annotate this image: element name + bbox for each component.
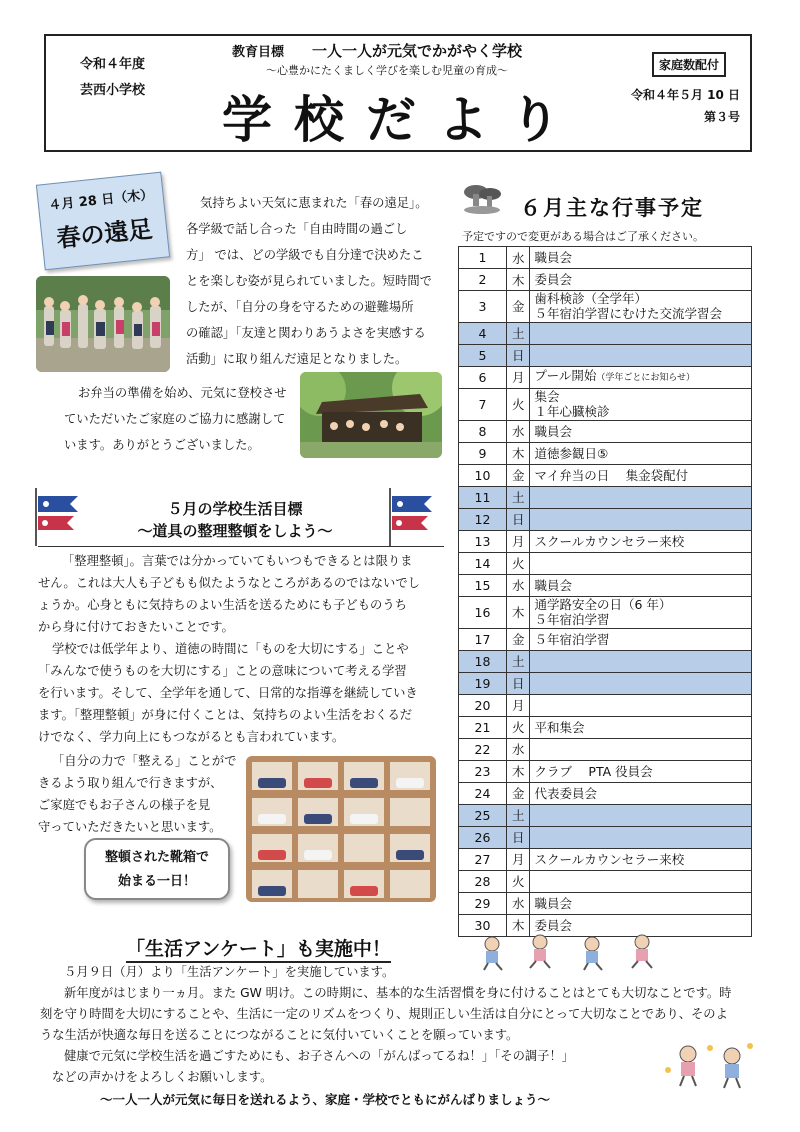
event-row	[459, 388, 752, 420]
event-weekday: 月	[506, 694, 529, 716]
event-row	[459, 247, 752, 269]
event-weekday: 木	[506, 596, 529, 628]
school-name: 芸西小学校	[80, 83, 146, 98]
event-description	[530, 596, 752, 628]
event-row	[459, 694, 752, 716]
excursion-line: 活動」に取り組んだ遠足となりました。	[186, 352, 408, 366]
excursion-line: 気持ちよい天気に恵まれた「春の遠足」。	[200, 196, 428, 210]
event-text: ５年宿泊学習	[534, 631, 610, 647]
life-goal-line: から身に付けておきたいことです。	[38, 620, 234, 634]
event-description	[530, 388, 752, 420]
event-description	[530, 628, 752, 650]
event-row	[459, 870, 752, 892]
event-weekday: 木	[506, 914, 529, 936]
event-description	[530, 848, 752, 870]
carp-streamer-left-icon	[30, 486, 86, 552]
event-row	[459, 464, 752, 486]
event-text: スクールカウンセラー来校	[534, 533, 685, 549]
event-row	[459, 366, 752, 388]
survey-title: 「生活アンケート」も実施中！	[126, 934, 391, 963]
event-description	[530, 530, 752, 552]
carp-streamer-right-icon	[384, 486, 440, 552]
fiscal-year: 令和４年度	[80, 57, 146, 72]
thanks-line: お弁当の準備を始め、元気に登校させ	[78, 386, 287, 400]
life-goal-line: 「整理整頓」。言葉では分かっていてもいつもできるとは限りま	[62, 554, 413, 568]
life-goal-goal: ～道具の整理整頓をしよう～	[137, 522, 333, 540]
event-weekday: 木	[506, 269, 529, 291]
event-description	[530, 247, 752, 269]
life-goal-divider	[38, 546, 444, 547]
event-weekday: 月	[506, 366, 529, 388]
header-right	[600, 84, 740, 128]
issue-date: 令和４年５月 10 日	[630, 88, 740, 102]
life-goal-line: きるよう取り組んで行きますが、	[38, 776, 223, 790]
excursion-line: 方」 では、どの学級でも自分達で決めたこ	[186, 248, 424, 262]
event-row	[459, 291, 752, 323]
excursion-line: とを楽しむ姿が見られていました。短時間で	[186, 274, 432, 288]
event-description	[530, 486, 752, 508]
event-row	[459, 596, 752, 628]
event-row	[459, 420, 752, 442]
events-table	[458, 246, 752, 937]
event-day: 30	[459, 914, 507, 936]
event-description	[530, 870, 752, 892]
goal-subtitle: ～心豊かにたくましく学びを楽しむ児童の育成～	[266, 64, 508, 77]
life-goal-header	[90, 498, 380, 542]
life-goal-line: を行います。そして、全学年を通して、日常的な指導を継続していき	[38, 686, 418, 700]
event-description	[530, 738, 752, 760]
survey-text	[40, 962, 760, 1088]
event-description	[530, 420, 752, 442]
event-weekday: 水	[506, 420, 529, 442]
closing-message: ～一人一人が元気に毎日を送れるよう、家庭・学校でともにがんばりましょう～	[100, 1092, 551, 1107]
event-row	[459, 508, 752, 530]
event-weekday: 金	[506, 464, 529, 486]
life-goal-line: ご家庭でもお子さんの様子を見	[38, 798, 211, 812]
event-day: 21	[459, 716, 507, 738]
event-text: 職員会	[534, 577, 572, 593]
event-description	[530, 782, 752, 804]
event-weekday: 土	[506, 650, 529, 672]
survey-line: などの声かけをよろしくお願いします。	[52, 1070, 273, 1084]
event-description	[530, 760, 752, 782]
education-goal	[232, 40, 522, 61]
event-description	[530, 464, 752, 486]
excursion-date: ４月 28 日（木）	[47, 187, 154, 214]
event-day: 3	[459, 291, 507, 323]
excursion-thanks	[64, 380, 304, 458]
excursion-title: 春の遠足	[55, 214, 154, 253]
event-day: 13	[459, 530, 507, 552]
event-row	[459, 716, 752, 738]
survey-line: 刻を守り時間を大切にすることや、生活に一定のリズムをつくり、規則正しい生活は自分にとって大切なことであり、そのよ	[40, 1007, 728, 1021]
survey-line: うな生活が快適な毎日を送ることにつながることに気付いていくことを願っています。	[40, 1028, 519, 1042]
event-day: 2	[459, 269, 507, 291]
excursion-text	[186, 190, 450, 372]
event-text: 職員会	[534, 423, 572, 439]
thanks-line: ていただいたご家庭のご協力に感謝して	[64, 412, 286, 426]
event-row	[459, 442, 752, 464]
event-weekday: 月	[506, 530, 529, 552]
event-day: 12	[459, 508, 507, 530]
event-row	[459, 826, 752, 848]
goal-label: 教育目標	[232, 45, 285, 60]
event-description	[530, 892, 752, 914]
children-playing-illustration	[660, 1040, 760, 1096]
excursion-line: したが、「自分の身を守るための避難場所	[186, 300, 414, 314]
event-description	[530, 804, 752, 826]
event-weekday: 日	[506, 826, 529, 848]
event-description	[530, 672, 752, 694]
event-description	[530, 291, 752, 323]
event-day: 25	[459, 804, 507, 826]
event-day: 9	[459, 442, 507, 464]
event-row	[459, 782, 752, 804]
life-goal-line: けでなく、学力向上にもつながるとも言われています。	[38, 730, 345, 744]
event-row	[459, 892, 752, 914]
event-day: 29	[459, 892, 507, 914]
event-day: 1	[459, 247, 507, 269]
excursion-line: 各学級で話し合った「自由時間の過ごし	[186, 222, 408, 236]
event-description	[530, 322, 752, 344]
event-description	[530, 442, 752, 464]
event-row	[459, 760, 752, 782]
events-note: 予定ですので変更がある場合はご了承ください。	[462, 230, 704, 243]
goal-text: 一人一人が元気でかがやく学校	[312, 42, 523, 60]
event-description	[530, 826, 752, 848]
event-description	[530, 694, 752, 716]
event-day: 7	[459, 388, 507, 420]
event-text: クラブ PTA 役員会	[534, 763, 653, 779]
event-row	[459, 628, 752, 650]
page-title: 学校だより	[222, 90, 582, 149]
event-row	[459, 738, 752, 760]
event-text: 通学路安全の日（6 年） ５年宿泊学習	[534, 597, 672, 628]
event-description	[530, 508, 752, 530]
shoe-rack-photo	[246, 756, 436, 902]
life-goal-line: 守っていただきたいと思います。	[38, 820, 222, 834]
event-day: 5	[459, 344, 507, 366]
event-weekday: 水	[506, 738, 529, 760]
event-row	[459, 574, 752, 596]
event-weekday: 日	[506, 672, 529, 694]
event-description	[530, 269, 752, 291]
mushroom-icon	[462, 180, 502, 218]
event-description	[530, 366, 752, 388]
survey-line: 健康で元気に学校生活を過ごすためにも、お子さんへの「がんばってるね！」「その調子！」	[64, 1049, 575, 1063]
event-weekday: 火	[506, 552, 529, 574]
event-day: 10	[459, 464, 507, 486]
distribution-badge: 家庭数配付	[652, 52, 726, 77]
events-table-wrap	[458, 246, 752, 937]
event-weekday: 火	[506, 716, 529, 738]
event-weekday: 月	[506, 848, 529, 870]
event-row	[459, 848, 752, 870]
event-description	[530, 344, 752, 366]
event-day: 15	[459, 574, 507, 596]
life-goal-line: ます。「整理整頓」が身に付くことは、気持ちのよい生活をおくるだ	[38, 708, 413, 722]
event-note: （学年ごとにお知らせ）	[596, 373, 696, 384]
event-weekday: 金	[506, 291, 529, 323]
event-day: 14	[459, 552, 507, 574]
event-weekday: 金	[506, 782, 529, 804]
event-text: 委員会	[534, 917, 572, 933]
event-day: 16	[459, 596, 507, 628]
event-day: 27	[459, 848, 507, 870]
event-day: 20	[459, 694, 507, 716]
excursion-line: の確認」「友達と関わりあうよさを実感する	[186, 326, 426, 340]
event-day: 28	[459, 870, 507, 892]
event-text: 委員会	[534, 272, 572, 287]
thanks-line: います。ありがとうございました。	[64, 438, 260, 452]
event-day: 17	[459, 628, 507, 650]
event-text: スクールカウンセラー来校	[534, 851, 685, 867]
event-weekday: 日	[506, 344, 529, 366]
excursion-photo-children	[36, 276, 170, 372]
event-text: 平和集会	[534, 719, 585, 735]
event-weekday: 木	[506, 760, 529, 782]
event-row	[459, 486, 752, 508]
excursion-photo-shelter	[300, 372, 442, 458]
event-text: マイ弁当の日 集金袋配付	[534, 467, 689, 483]
event-weekday: 土	[506, 804, 529, 826]
event-weekday: 火	[506, 870, 529, 892]
event-day: 19	[459, 672, 507, 694]
event-day: 6	[459, 366, 507, 388]
event-text: プール開始	[534, 368, 597, 384]
event-weekday: 水	[506, 574, 529, 596]
event-description	[530, 716, 752, 738]
event-weekday: 木	[506, 442, 529, 464]
event-row	[459, 804, 752, 826]
event-weekday: 水	[506, 247, 529, 269]
event-weekday: 金	[506, 628, 529, 650]
event-day: 22	[459, 738, 507, 760]
bubble-line: 整頓された靴箱で	[104, 850, 209, 865]
event-text: 道徳参観日⑤	[534, 445, 609, 461]
life-goal-line: せん。これは大人も子どもも似たようなところがあるのではないでし	[38, 576, 420, 590]
life-goal-line: 「みんなで使うものを大切にする」ことの意味について考える学習	[38, 664, 407, 678]
event-description	[530, 552, 752, 574]
event-row	[459, 552, 752, 574]
event-description	[530, 574, 752, 596]
event-weekday: 水	[506, 892, 529, 914]
event-row	[459, 322, 752, 344]
life-goal-text-2	[38, 750, 248, 838]
life-goal-text	[38, 550, 448, 748]
event-row	[459, 650, 752, 672]
event-description	[530, 650, 752, 672]
survey-line: 新年度がはじまり一ヵ月。また GW 明け。この時期に、基本的な生活習慣を身に付けることはとても大切なことです。時	[64, 986, 732, 1000]
excursion-note	[36, 172, 170, 271]
life-goal-line: 学校では低学年より、道徳の時間に「ものを大切にする」ことや	[52, 642, 409, 656]
event-day: 18	[459, 650, 507, 672]
event-row	[459, 672, 752, 694]
event-row	[459, 530, 752, 552]
event-weekday: 日	[506, 508, 529, 530]
event-text: 職員会	[534, 895, 572, 911]
life-goal-line: 「自分の力で「整える」ことがで	[52, 754, 237, 768]
shoe-rack-bubble	[84, 838, 230, 900]
event-weekday: 土	[506, 486, 529, 508]
event-text: 代表委員会	[534, 785, 597, 801]
event-day: 11	[459, 486, 507, 508]
event-weekday: 土	[506, 322, 529, 344]
bubble-line: 始まる一日！	[117, 874, 196, 889]
event-day: 26	[459, 826, 507, 848]
event-row	[459, 269, 752, 291]
event-text: 集会 １年心臓検診	[534, 389, 610, 420]
event-day: 4	[459, 322, 507, 344]
event-day: 8	[459, 420, 507, 442]
event-row	[459, 344, 752, 366]
event-weekday: 火	[506, 388, 529, 420]
header-left	[80, 52, 145, 104]
event-text: 歯科検診（全学年） ５年宿泊学習にむけた交流学習会	[534, 291, 722, 322]
events-title: ６月主な行事予定	[520, 196, 704, 220]
survey-line: ５月９日（月）より「生活アンケート」を実施しています。	[64, 965, 395, 979]
event-text: 職員会	[534, 250, 572, 265]
event-day: 23	[459, 760, 507, 782]
issue-number: 第３号	[703, 110, 740, 124]
life-goal-heading: ５月の学校生活目標	[167, 500, 303, 518]
life-goal-line: ょうか。心身ともに気持ちのよい生活を送るためにも子どものうち	[38, 598, 407, 612]
event-day: 24	[459, 782, 507, 804]
